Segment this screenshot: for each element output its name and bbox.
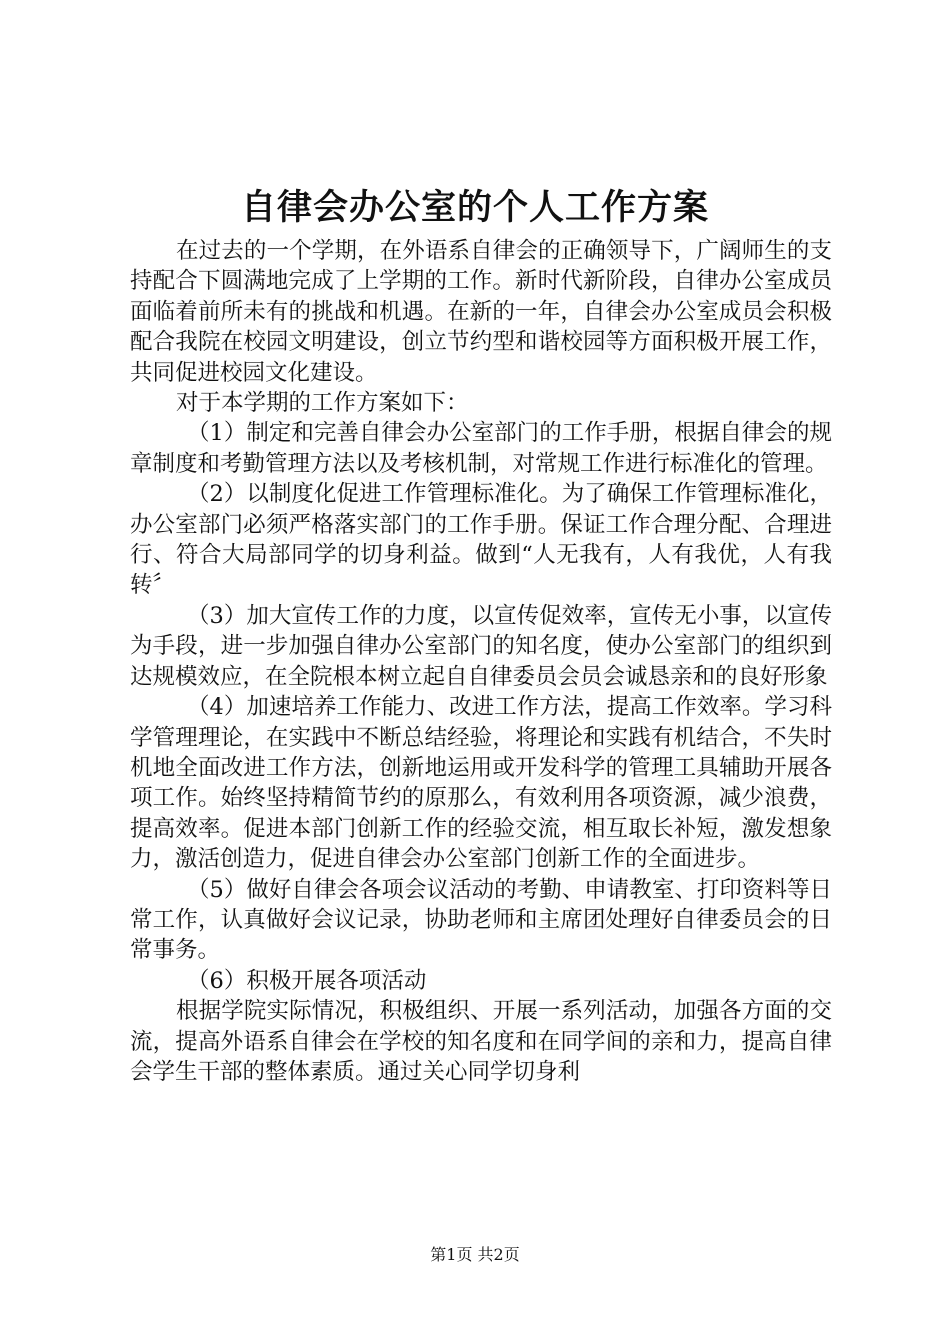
paragraph-plan-heading: 对于本学期的工作方案如下：	[176, 390, 469, 417]
document-body	[130, 236, 832, 1087]
paragraph-item-4: （4）加速培养工作能力、改进工作方法，提高工作效率。学习科学管理理论，在实践中不断总结经验，将理论和实践有机结合，不失时机地全面改进工作方法，创新地运用或开发科学的管理工具辅助开展各项工作。始终坚持精简节约的原那么，有效利用各项资源，减少浪费，提高效率。促进本部门创新工作的经验交流，相互取长补短，激发想象力，激活创造力，促进自律会办公室部门创新工作的全面进步。	[130, 694, 832, 873]
paragraph-item-2: （2）以制度化促进工作管理标准化。为了确保工作管理标准化，办公室部门必须严格落实部门的工作手册。保证工作合理分配、合理进行、符合大局部同学的切身利益。做到“人无我有，人有我优，人有我转〞	[130, 481, 832, 599]
paragraph-item-3: （3）加大宣传工作的力度，以宣传促效率，宣传无小事，以宣传为手段，进一步加强自律办公室部门的知名度，使办公室部门的组织到达规模效应，在全院根本树立起自自律委员会员会诚恳亲和的良好形象	[130, 602, 832, 690]
paragraph-item-1: （1）制定和完善自律会办公室部门的工作手册，根据自律会的规章制度和考勤管理方法以及考核机制，对常规工作进行标准化的管理。	[130, 420, 832, 477]
paragraph-intro: 在过去的一个学期，在外语系自律会的正确领导下，广阔师生的支持配合下圆满地完成了上学期的工作。新时代新阶段，自律办公室成员面临着前所未有的挑战和机遇。在新的一年，自律会办公室成员会积极配合我院在校园文明建设，创立节约型和谐校园等方面积极开展工作，共同促进校园文化建设。	[130, 238, 832, 386]
paragraph-item-6: （6）积极开展各项活动	[187, 967, 427, 994]
paragraph-activities: 根据学院实际情况，积极组织、开展一系列活动，加强各方面的交流，提高外语系自律会在学校的知名度和在同学间的亲和力，提高自律会学生干部的整体素质。通过关心同学切身利	[130, 998, 832, 1085]
paragraph-item-5: （5）做好自律会各项会议活动的考勤、申请教室、打印资料等日常工作，认真做好会议记录，协助老师和主席团处理好自律委员会的日常事务。	[130, 876, 832, 964]
page-footer: 第1页 共2页	[430, 1245, 520, 1264]
document-title: 自律会办公室的个人工作方案	[240, 188, 709, 228]
